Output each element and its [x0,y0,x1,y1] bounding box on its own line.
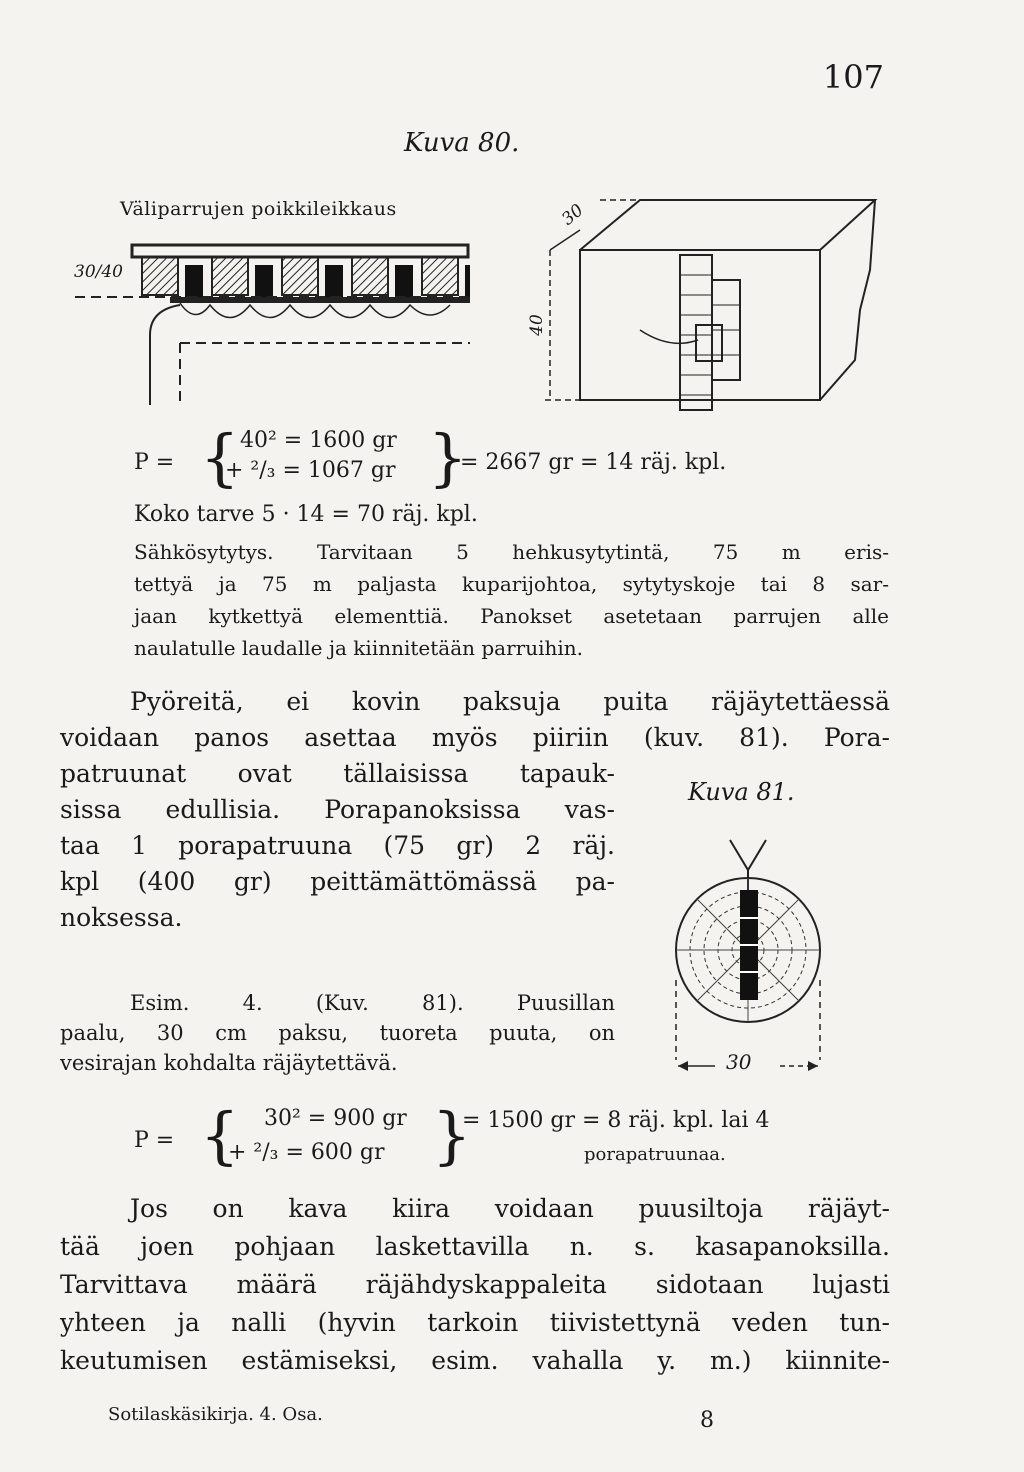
formula2-result-b: porapatruunaa. [584,1144,726,1165]
paragraph-1 [60,684,890,756]
example-line: vesirajan kohdalta räjäytettävä. [60,1051,398,1075]
para1-line: taa 1 porapatruuna (75 gr) 2 räj. [60,831,615,860]
formula2-line2: + ²/₃ = 600 gr [228,1140,385,1165]
log-cross-section-drawing [660,830,860,1090]
beam-cross-section-drawing [70,235,470,435]
last-line: keutumisen estämiseksi, esim. vahalla y. m.) kiinnite- [60,1346,890,1375]
electric-line: Sähkösytytys. Tarvitaan 5 hehkusytytintä, 75 m eris- [134,540,889,564]
last-line: tää joen pohjaan laskettavilla n. s. kasapanoksilla. [60,1232,890,1261]
formula2-lhs: P = [134,1128,175,1153]
figure-81-dim: 30 [726,1050,752,1074]
electric-line: naulatulle laudalle ja kiinnitetään parruihin. [134,636,584,660]
electric-paragraph [134,536,889,664]
dim-40-side: 40 [526,314,547,336]
para1-line: kpl (400 gr) peittämättömässä pa- [60,867,615,896]
formula2-brace-left: { [200,1099,240,1172]
para1-line: Pyöreitä, ei kovin paksuja puita räjäytettäessä [130,687,890,716]
formula1-line2: + ²/₃ = 1067 gr [225,458,396,483]
para1-line: noksessa. [60,903,183,932]
example-line: paalu, 30 cm paksu, tuoreta puuta, on [60,1021,615,1045]
electric-line: jaan kytkettyä elementtiä. Panokset asetetaan parrujen alle [134,604,889,628]
formula2-line1: 30² = 900 gr [264,1106,407,1131]
example-paragraph [60,988,615,1078]
formula1-brace-right: } [428,421,468,494]
koko-line: Koko tarve 5 · 14 = 70 räj. kpl. [134,502,478,527]
electric-line: tettyä ja 75 m paljasta kuparijohtoa, sytytyskoje tai 8 sar- [134,572,889,596]
para1-line: sissa edullisia. Porapanoksissa vas- [60,795,615,824]
figure-80-caption: Kuva 80. [404,128,520,158]
paragraph-last [60,1190,890,1380]
para1-line: patruunat ovat tällaisissa tapauk- [60,759,615,788]
last-line: yhteen ja nalli (hyvin tarkoin tiivistettynä veden tun- [60,1308,890,1337]
formula2-brace-right: } [432,1099,472,1172]
para1-line: voidaan panos asettaa myös piiriin (kuv. 81). Pora- [60,723,890,752]
formula1-result: = 2667 gr = 14 räj. kpl. [460,450,727,475]
footer-signature: 8 [700,1408,714,1433]
page-number: 107 [822,58,884,96]
formula1-line1: 40² = 1600 gr [240,428,397,453]
figure-80-label: Väliparrujen poikkileikkaus [120,198,397,220]
figure-81-caption: Kuva 81. [688,778,795,806]
last-line: Jos on kava kiira voidaan puusiltoja räjäyt- [130,1194,890,1223]
formula1-lhs: P = [134,450,175,475]
example-line: Esim. 4. (Kuv. 81). Puusillan [130,991,615,1015]
paragraph-1-narrow [60,756,615,936]
formula2-result-a: = 1500 gr = 8 räj. kpl. lai 4 [462,1108,770,1133]
dim-30-top: 30 [558,200,588,230]
footer-book-title: Sotilaskäsikirja. 4. Osa. [108,1404,323,1425]
formula1-brace-left: { [200,421,240,494]
dim-30-40: 30/40 [74,262,123,282]
last-line: Tarvittava määrä räjähdyskappaleita sidotaan lujasti [60,1270,890,1299]
